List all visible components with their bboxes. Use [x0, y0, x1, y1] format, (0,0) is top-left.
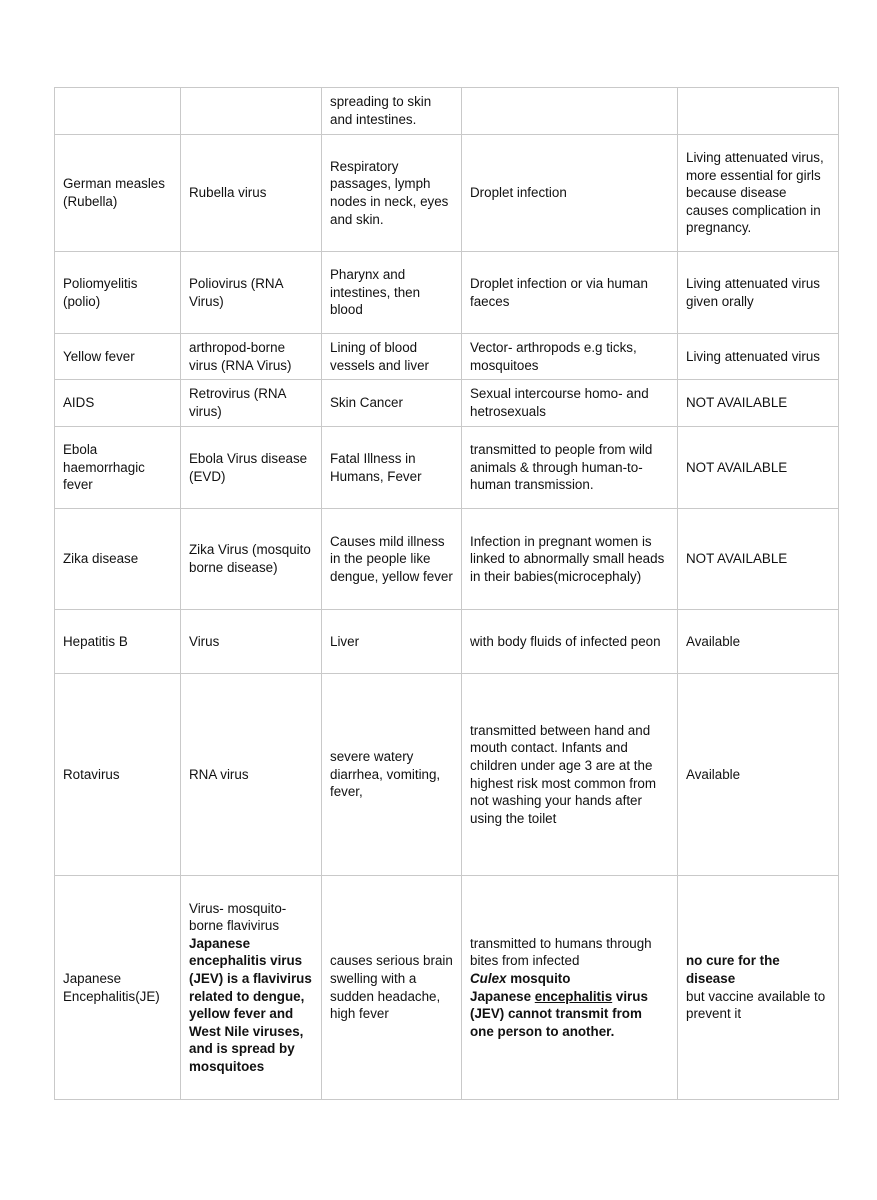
affected-cell: Fatal Illness in Humans, Fever — [322, 427, 462, 509]
transmission-cell — [462, 88, 678, 135]
jev-note-text: virus (JEV) cannot transmit from one person to another. — [470, 988, 648, 1039]
transmission-cell: Sexual intercourse homo- and hetrosexuals — [462, 380, 678, 427]
pathogen-cell: Retrovirus (RNA virus) — [181, 380, 322, 427]
vaccine-cell: Living attenuated virus, more essential for girls because disease causes complication in pregnancy. — [678, 135, 839, 252]
pathogen-bold-text: Japanese encephalitis virus (JEV) is a flavivirus related to dengue, yellow fever and West Nile viruses, and is spread by mosquitoes — [189, 935, 312, 1074]
vaccine-cell: Living attenuated virus — [678, 334, 839, 380]
vaccine-plain-text: but vaccine available to prevent it — [686, 988, 826, 1022]
vaccine-cell: Living attenuated virus given orally — [678, 252, 839, 334]
pathogen-cell: Zika Virus (mosquito borne disease) — [181, 509, 322, 610]
pathogen-cell — [181, 876, 322, 1100]
vaccine-bold-text: no cure for the disease — [686, 953, 780, 986]
encephalitis-underlined-text: encephalitis — [534, 988, 613, 1004]
vaccine-cell: NOT AVAILABLE — [678, 380, 839, 427]
transmission-cell: transmitted to people from wild animals & through human-to-human transmission. — [462, 427, 678, 509]
pathogen-cell: arthropod-borne virus (RNA Virus) — [181, 334, 322, 380]
pathogen-cell: Poliovirus (RNA Virus) — [181, 252, 322, 334]
transmission-cell: Droplet infection — [462, 135, 678, 252]
vaccine-cell: Available — [678, 610, 839, 674]
disease-cell: German measles (Rubella) — [55, 135, 181, 252]
transmission-cell: transmitted between hand and mouth contact. Infants and children under age 3 are at the highest risk most common from not washing your hands after using the toilet — [462, 674, 678, 876]
affected-cell: Causes mild illness in the people like dengue, yellow fever — [322, 509, 462, 610]
vaccine-cell: Available — [678, 674, 839, 876]
pathogen-cell — [181, 88, 322, 135]
affected-cell: causes serious brain swelling with a sudden headache, high fever — [322, 876, 462, 1100]
table-row — [55, 610, 839, 674]
pathogen-cell: Rubella virus — [181, 135, 322, 252]
table-row — [55, 334, 839, 380]
vaccine-cell — [678, 876, 839, 1100]
culex-italic-text: Culex — [470, 970, 507, 986]
table-row — [55, 427, 839, 509]
affected-cell: Pharynx and intestines, then blood — [322, 252, 462, 334]
affected-cell: Respiratory passages, lymph nodes in neck, eyes and skin. — [322, 135, 462, 252]
affected-cell: Lining of blood vessels and liver — [322, 334, 462, 380]
affected-cell: Skin Cancer — [322, 380, 462, 427]
transmission-cell: with body fluids of infected peon — [462, 610, 678, 674]
vaccine-cell: NOT AVAILABLE — [678, 509, 839, 610]
japanese-text: Japanese — [470, 988, 535, 1004]
vaccine-cell — [678, 88, 839, 135]
affected-cell: Liver — [322, 610, 462, 674]
table-row — [55, 380, 839, 427]
disease-cell: AIDS — [55, 380, 181, 427]
transmission-cell: Infection in pregnant women is linked to abnormally small heads in their babies(microcephaly) — [462, 509, 678, 610]
disease-table — [54, 87, 839, 1100]
disease-cell: Ebola haemorrhagic fever — [55, 427, 181, 509]
table-row — [55, 509, 839, 610]
table-row — [55, 674, 839, 876]
pathogen-cell: Ebola Virus disease (EVD) — [181, 427, 322, 509]
table-row-japanese-encephalitis — [55, 876, 839, 1100]
table-row — [55, 88, 839, 135]
transmission-cell: Vector- arthropods e.g ticks, mosquitoes — [462, 334, 678, 380]
disease-cell — [55, 88, 181, 135]
disease-cell: Japanese Encephalitis(JE) — [55, 876, 181, 1100]
transmission-cell: Droplet infection or via human faeces — [462, 252, 678, 334]
pathogen-cell: Virus — [181, 610, 322, 674]
disease-cell: Rotavirus — [55, 674, 181, 876]
transmission-text: transmitted to humans through bites from infected — [470, 935, 652, 969]
disease-cell: Yellow fever — [55, 334, 181, 380]
pathogen-cell: RNA virus — [181, 674, 322, 876]
table-row — [55, 135, 839, 252]
mosquito-text: mosquito — [506, 970, 571, 986]
disease-cell: Zika disease — [55, 509, 181, 610]
affected-cell: spreading to skin and intestines. — [322, 88, 462, 135]
affected-cell: severe watery diarrhea, vomiting, fever, — [322, 674, 462, 876]
vaccine-cell: NOT AVAILABLE — [678, 427, 839, 509]
table-row — [55, 252, 839, 334]
disease-cell: Hepatitis B — [55, 610, 181, 674]
disease-cell: Poliomyelitis (polio) — [55, 252, 181, 334]
pathogen-plain-text: Virus- mosquito-borne flavivirus — [189, 900, 287, 934]
transmission-cell — [462, 876, 678, 1100]
